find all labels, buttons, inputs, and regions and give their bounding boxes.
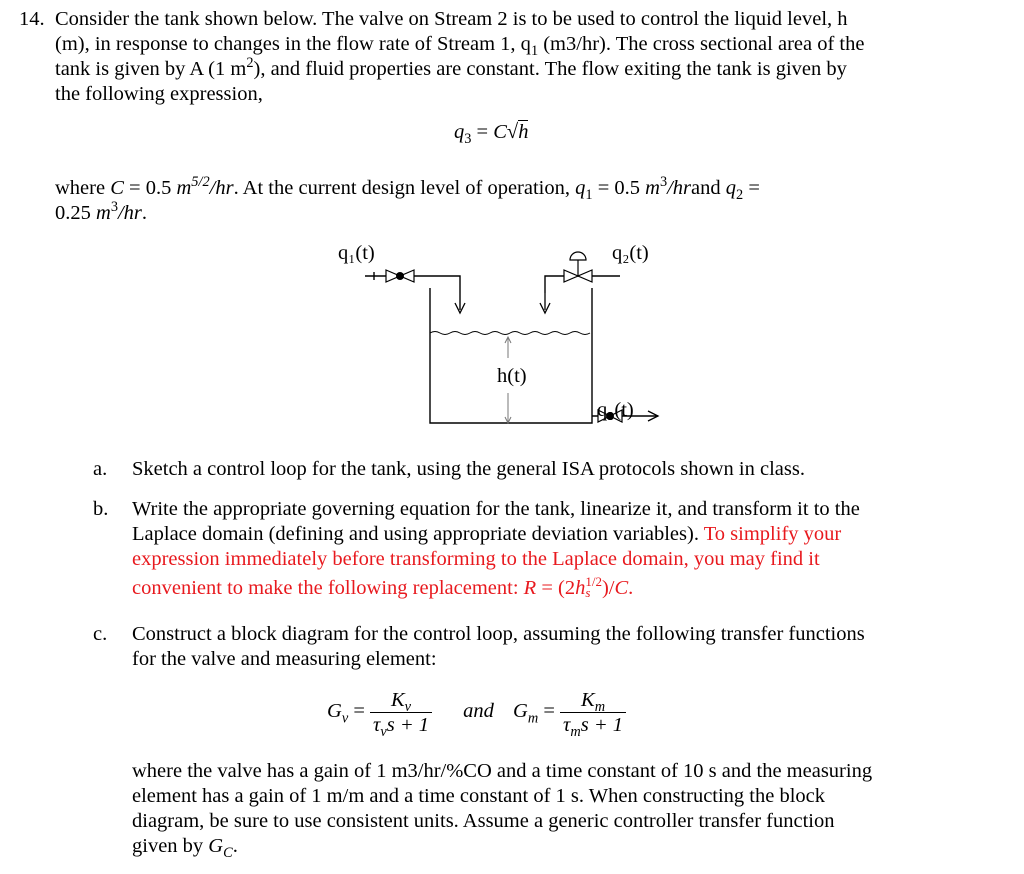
intro-line-3b: ), and fluid properties are constant. The flow exiting the tank is given by (253, 58, 847, 80)
q3-symbol: q (454, 121, 465, 143)
gm-numerator (560, 688, 626, 716)
closing-line-4b: . (232, 835, 238, 857)
gv-fraction (370, 688, 432, 741)
q1-sub: 1 (585, 187, 593, 204)
label-q2: q₂(t) (612, 242, 649, 264)
design-line-2 (55, 201, 965, 226)
part-b-line-2b: To simplify your (703, 523, 842, 545)
kv-sub: v (404, 699, 412, 716)
intro-q1-sub: 1 (530, 43, 539, 60)
gm-symbol: G (513, 700, 528, 723)
h-symbol: h (518, 121, 529, 143)
part-a-text: Sketch a control loop for the tank, using the general ISA protocols shown in class. (132, 458, 805, 480)
gm-sub: m (527, 710, 539, 727)
gv-symbol: G (327, 700, 342, 723)
tank-walls (430, 288, 592, 423)
km-sub: m (594, 699, 606, 716)
tau-m-symbol: τ (563, 714, 571, 736)
stream2-arrow-icon (540, 293, 550, 313)
problem-number: 14. (19, 8, 45, 30)
per-hr-unit-q2: /hr (117, 202, 142, 224)
q2-value: 0.25 (55, 202, 96, 224)
q3-subscript: 3 (464, 131, 472, 148)
exp-3-q2: 3 (110, 199, 118, 216)
part-c-line-1: Construct a block diagram for the control loop, assuming the following transfer functions (132, 623, 865, 645)
gv-denominator (370, 713, 432, 741)
design-line-1 (55, 174, 965, 204)
c-value: = 0.5 (123, 177, 177, 199)
gv-sub: v (341, 710, 349, 727)
and-text: and (691, 177, 726, 199)
h-symbol: h (575, 577, 586, 599)
gm-denominator (560, 713, 626, 741)
q1-value: = 0.5 (592, 177, 646, 199)
gm-equals: = (538, 700, 561, 723)
h-exponent: 1/2 (585, 574, 602, 590)
c-symbol: C (493, 121, 507, 143)
problem-intro (55, 7, 965, 107)
q1-symbol: q (575, 177, 586, 199)
gm-s-plus-1: s + 1 (580, 714, 624, 736)
q2-equals: = (743, 177, 760, 199)
tau-v-sub: v (380, 724, 387, 741)
kv-symbol: K (390, 689, 405, 711)
part-c-line-2: for the valve and measuring element: (132, 648, 437, 670)
sqrt-symbol: √ (506, 121, 519, 143)
equals-sign: = (471, 121, 494, 143)
exp-3: 3 (659, 174, 668, 191)
intro-m2-sup: 2 (246, 55, 254, 72)
closing-line-3: diagram, be sure to use consistent units. Assume a generic controller transfer function (132, 810, 835, 832)
r-end: . (628, 577, 634, 599)
m-unit-q1: m (645, 177, 660, 199)
part-c-closing (132, 759, 873, 862)
gv-numerator (370, 688, 432, 716)
part-a-letter: a. (93, 458, 108, 480)
control-valve-stream2-icon (564, 252, 592, 282)
design-conditions (55, 176, 965, 226)
gv-equals: = (348, 700, 370, 723)
part-b-line-4 (132, 576, 964, 601)
intro-line-3 (55, 57, 965, 82)
km-symbol: K (581, 689, 595, 711)
intro-line-1: Consider the tank shown below. The valve on Stream 2 is to be used to control the liquid level, h (55, 8, 848, 30)
exp-5-2: 5/2 (191, 174, 210, 191)
h-subscript: s (585, 585, 591, 601)
period: . (141, 202, 148, 224)
tau-m-sub: m (570, 724, 581, 741)
label-q3: q₃(t) (597, 399, 634, 421)
c-symbol: C (614, 577, 629, 599)
and-word: and (463, 700, 494, 723)
label-q1: q₁(t) (338, 242, 375, 264)
flow-equation (454, 120, 529, 148)
per-hr-unit-q1: /hr (667, 177, 692, 199)
intro-line-4: the following expression, (55, 83, 263, 105)
valve-stream1-icon (386, 270, 414, 282)
closing-line-1: where the valve has a gain of 1 m3/hr/%CO and a time constant of 10 s and the measuring (132, 760, 873, 782)
design-mid-text: . At the current design level of operation, (233, 177, 576, 199)
r-equals: = (2 (536, 577, 576, 599)
m-unit: m (176, 177, 192, 199)
part-b-line-1: Write the appropriate governing equation for the tank, linearize it, and transform it to the (132, 498, 860, 520)
part-c-letter: c. (93, 623, 108, 645)
gc-symbol: G (208, 835, 224, 857)
gv-s-plus-1: s + 1 (386, 714, 430, 736)
c-symbol: C (110, 177, 124, 199)
part-b-line-4a: convenient to make the following replacement: (132, 577, 524, 599)
q2-symbol: q (725, 177, 737, 199)
gm-fraction (560, 688, 626, 741)
where-text: where (55, 177, 111, 199)
closing-line-4a: given by (132, 835, 209, 857)
tau-v-symbol: τ (373, 714, 381, 736)
gc-sub: C (223, 845, 233, 862)
part-b-text (132, 497, 964, 601)
closing-line-2: element has a gain of 1 m/m and a time constant of 1 s. When constructing the block (132, 785, 826, 807)
per-hr-unit: /hr (209, 177, 234, 199)
intro-line-2 (55, 32, 965, 60)
transfer-functions (327, 688, 626, 741)
intro-line-2b: (m3/hr). The cross sectional area of the (538, 33, 865, 55)
r-symbol: R (523, 577, 537, 599)
label-h: h(t) (497, 365, 527, 387)
part-c-text (132, 622, 865, 672)
m-unit-q2: m (96, 202, 111, 224)
intro-line-2a: (m), in response to changes in the flow rate of Stream 1, q (55, 33, 531, 55)
part-b-line-2a: Laplace domain (defining and using appropriate deviation variables). (132, 523, 704, 545)
part-b-line-3: expression immediately before transforming to the Laplace domain, you may find it (132, 548, 820, 570)
q2-sub: 2 (736, 187, 744, 204)
liquid-surface (430, 332, 590, 335)
part-b-line-2 (132, 522, 964, 547)
intro-line-3a: tank is given by A (1 m (55, 58, 247, 80)
r-close: )/ (601, 577, 615, 599)
closing-line-4 (132, 834, 872, 862)
part-b-letter: b. (93, 498, 109, 520)
